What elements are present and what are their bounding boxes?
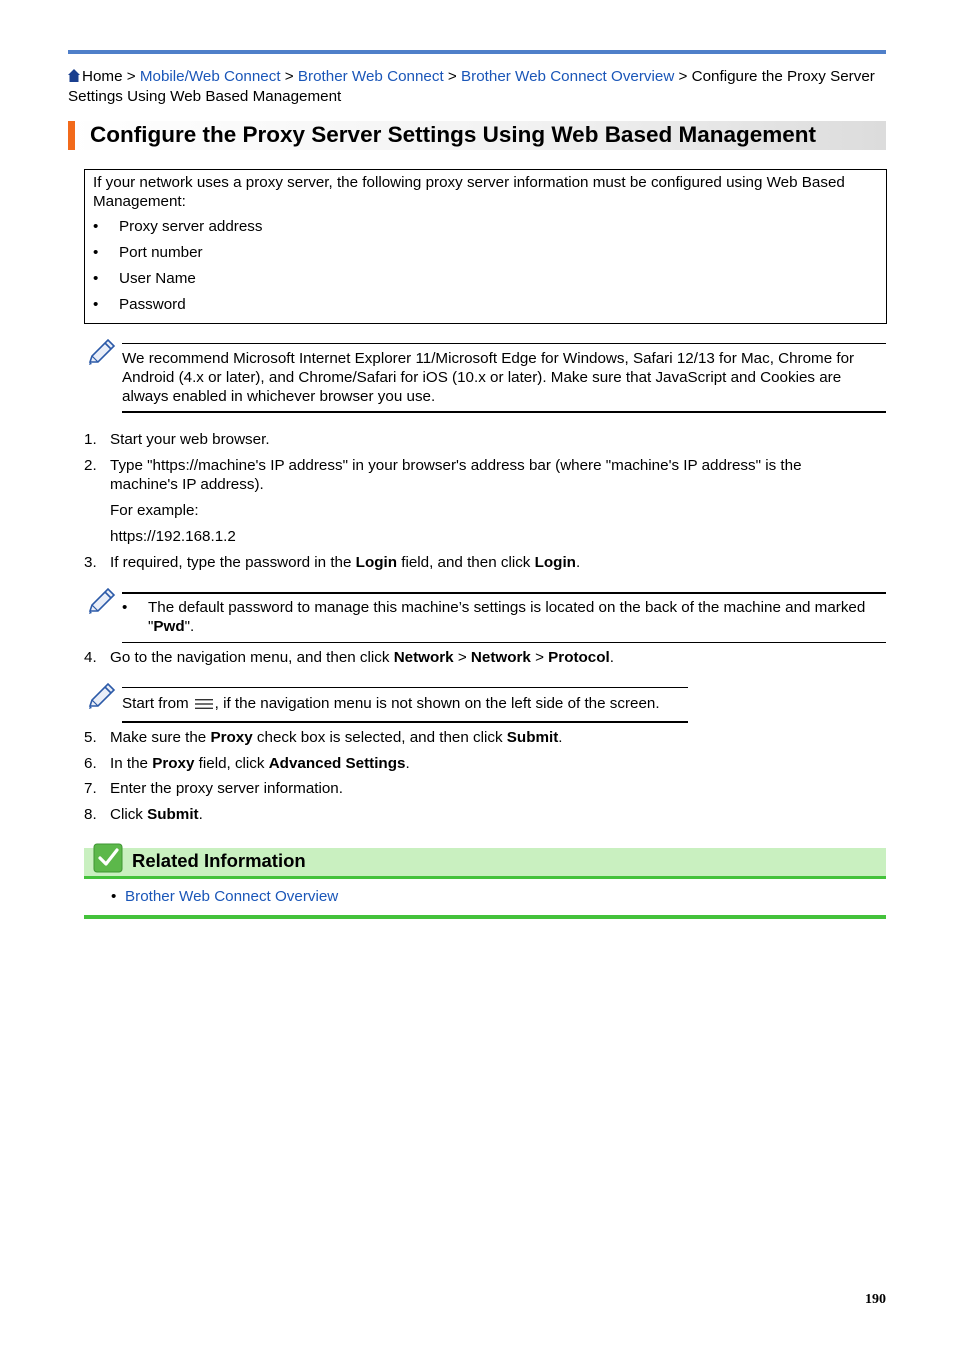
list-item: • Password — [93, 296, 186, 313]
note-default-password: • The default password to manage this machine’s settings is located on the back of the machine and marked "Pwd". — [122, 592, 886, 643]
related-information-title: Related Information — [132, 850, 306, 871]
checkmark-icon — [93, 843, 123, 873]
list-item: • Port number — [93, 244, 203, 261]
info-box-list — [93, 217, 263, 321]
pencil-note-icon — [86, 585, 118, 617]
pencil-note-icon — [86, 336, 118, 368]
pencil-note-icon — [86, 680, 118, 712]
hamburger-menu-icon — [195, 698, 213, 710]
breadcrumb: Home > Mobile/Web Connect > Brother Web Connect > Brother Web Connect Overview > Configure the Proxy Server Settings Using Web Based Management — [68, 68, 875, 105]
heading-accent-bar — [68, 121, 75, 150]
breadcrumb-home[interactable]: Home — [82, 68, 123, 85]
breadcrumb-link-mobile-web-connect[interactable]: Mobile/Web Connect — [139, 68, 281, 85]
list-item: • User Name — [93, 270, 196, 287]
page-heading — [68, 121, 886, 150]
info-box — [84, 169, 887, 324]
related-information-header — [84, 848, 886, 879]
related-link-item: • Brother Web Connect Overview — [111, 888, 339, 905]
top-rule — [68, 50, 886, 54]
list-item: • Proxy server address — [93, 218, 263, 235]
info-box-intro: If your network uses a proxy server, the following proxy server information must be configured using Web Based Management: — [93, 174, 845, 210]
breadcrumb-link-overview[interactable]: Brother Web Connect Overview — [461, 68, 675, 85]
page-title: Configure the Proxy Server Settings Using Web Based Management — [90, 122, 816, 147]
related-link-brother-web-connect-overview[interactable]: Brother Web Connect Overview — [125, 888, 339, 905]
note-browser-recommendation: We recommend Microsoft Internet Explorer 11/Microsoft Edge for Windows, Safari 12/13 for Mac, Chrome for Android (4.x or later), and Chrome/Safari for iOS (10.x or later). Make sure that JavaScript and Cookies are always enabled in whichever browser you use. — [122, 343, 886, 413]
note-navigation-menu: Start from , if the navigation menu is not shown on the left side of the screen. — [122, 687, 688, 723]
page-number: 190 — [865, 1292, 886, 1307]
related-bottom-rule — [84, 915, 886, 919]
breadcrumb-link-brother-web-connect[interactable]: Brother Web Connect — [297, 68, 444, 85]
home-icon[interactable] — [68, 69, 80, 82]
breadcrumb-current: Configure the Proxy Server Settings Using Web Based Management — [68, 68, 875, 105]
